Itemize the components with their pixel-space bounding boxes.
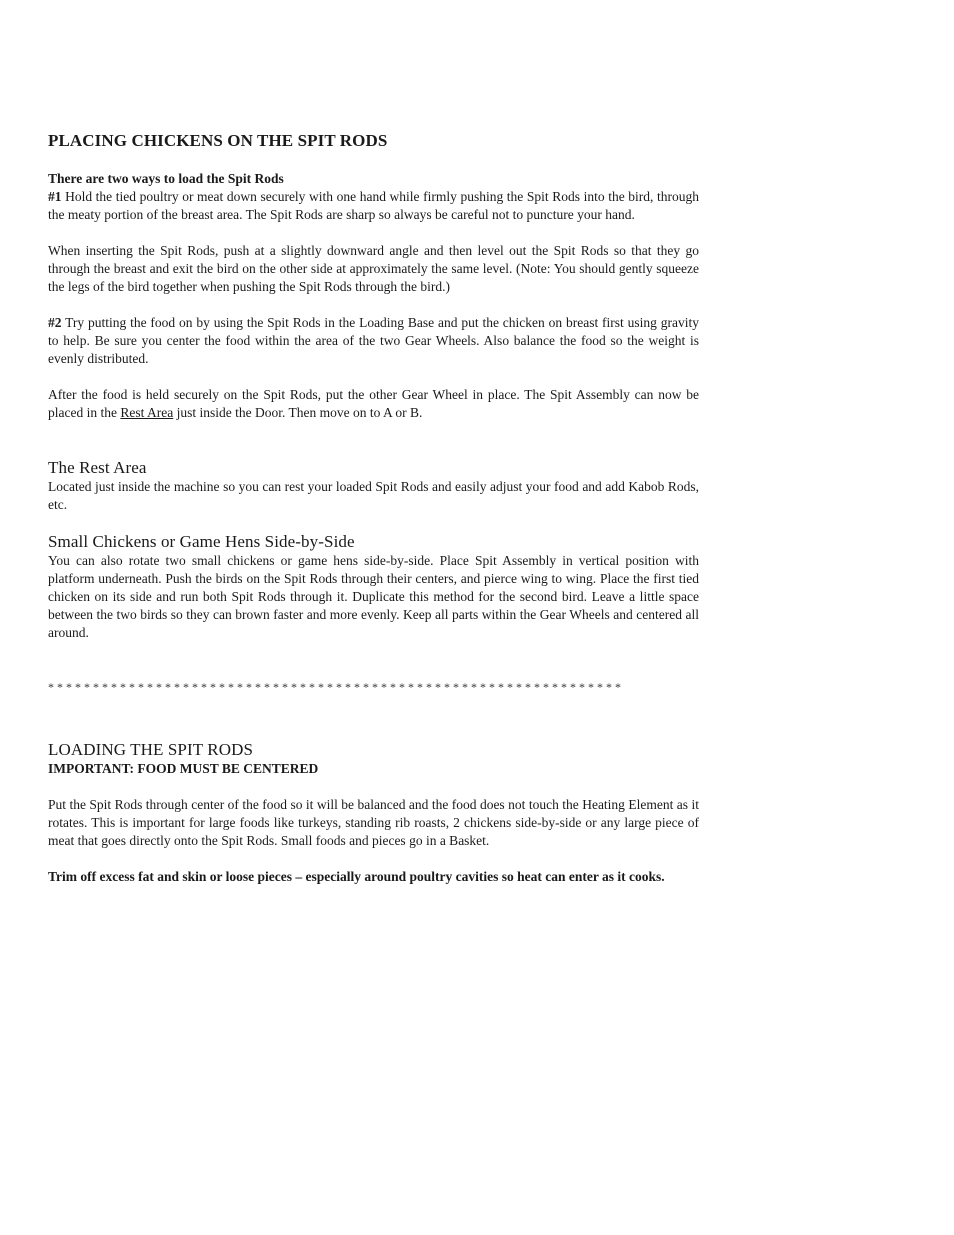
paragraph-rest-area: Located just inside the machine so you can rest your loaded Spit Rods and easily adjust your food and add Kabob Rods, etc.: [48, 479, 699, 512]
paragraph-small-chickens: You can also rotate two small chickens or game hens side-by-side. Place Spit Assembly in vertical position with platform underneath. Push the birds on the Spit Rods through their centers, and pierce wing to wing. Place the first tied chicken on its side and run both Spit Rods through it. Duplicate this method for the second bird. Leave a little space between the two birds so they can brown faster and more evenly. Keep all parts within the Gear Wheels and centered all around.: [48, 553, 699, 640]
document-page: [48, 130, 699, 886]
paragraph-text-before-link: After the food is held securely on the Spit Rods, put the other Gear Wheel in place. The Spit Assembly can now be placed in the: [48, 387, 699, 420]
paragraph-method-1: [48, 188, 699, 224]
section-heading-loading-spit-rods: LOADING THE SPIT RODS: [48, 740, 254, 759]
section-heading-placing-chickens: PLACING CHICKENS ON THE SPIT RODS: [48, 131, 388, 150]
method-2-text: Try putting the food on by using the Spit Rods in the Loading Base and put the chicken on breast first using gravity to help. Be sure you center the food within the area of the two Gear Wheels. Also balance the food so the weight is evenly distributed.: [48, 315, 699, 366]
paragraph-text-after-link: just inside the Door. Then move on to A or B.: [173, 405, 423, 420]
method-number-1: #1: [48, 189, 62, 204]
paragraph-inserting-spit-rods: When inserting the Spit Rods, push at a slightly downward angle and then level out the Spit Rods so that they go through the breast and exit the bird on the other side at approximately the same level. (Note: You should gently squeeze the legs of the bird together when pushing the Spit Rods through the bird.): [48, 243, 699, 294]
paragraph-method-2: [48, 314, 699, 368]
method-1-text: Hold the tied poultry or meat down securely with one hand while firmly pushing the Spit Rods into the bird, through the meaty portion of the breast area. The Spit Rods are sharp so always be careful not to puncture your hand.: [48, 189, 699, 222]
paragraph-after-food-held: [48, 386, 699, 422]
paragraph-loading-spit-rods: Put the Spit Rods through center of the food so it will be balanced and the food does not touch the Heating Element as it rotates. This is important for large foods like turkeys, standing rib roasts, 2 chickens side-by-side or any large piece of meat that goes directly onto the Spit Rods. Small foods and pieces go in a Basket.: [48, 797, 699, 848]
asterisk-divider: * * * * * * * * * * * * * * * * * * * * * * * * * * * * * * * * * * * * * * * * * * * * * * * * * * * * * * * * * * * * * * * *: [48, 680, 621, 694]
method-number-2: #2: [48, 315, 62, 330]
paragraph-trim-fat: Trim off excess fat and skin or loose pieces – especially around poultry cavities so heat can enter as it cooks.: [48, 869, 665, 884]
section-heading-small-chickens: Small Chickens or Game Hens Side-by-Side: [48, 532, 355, 551]
subheading-food-centered: IMPORTANT: FOOD MUST BE CENTERED: [48, 761, 319, 776]
subheading-two-ways: There are two ways to load the Spit Rods: [48, 171, 284, 186]
section-heading-rest-area: The Rest Area: [48, 458, 147, 477]
rest-area-link[interactable]: Rest Area: [120, 405, 174, 420]
